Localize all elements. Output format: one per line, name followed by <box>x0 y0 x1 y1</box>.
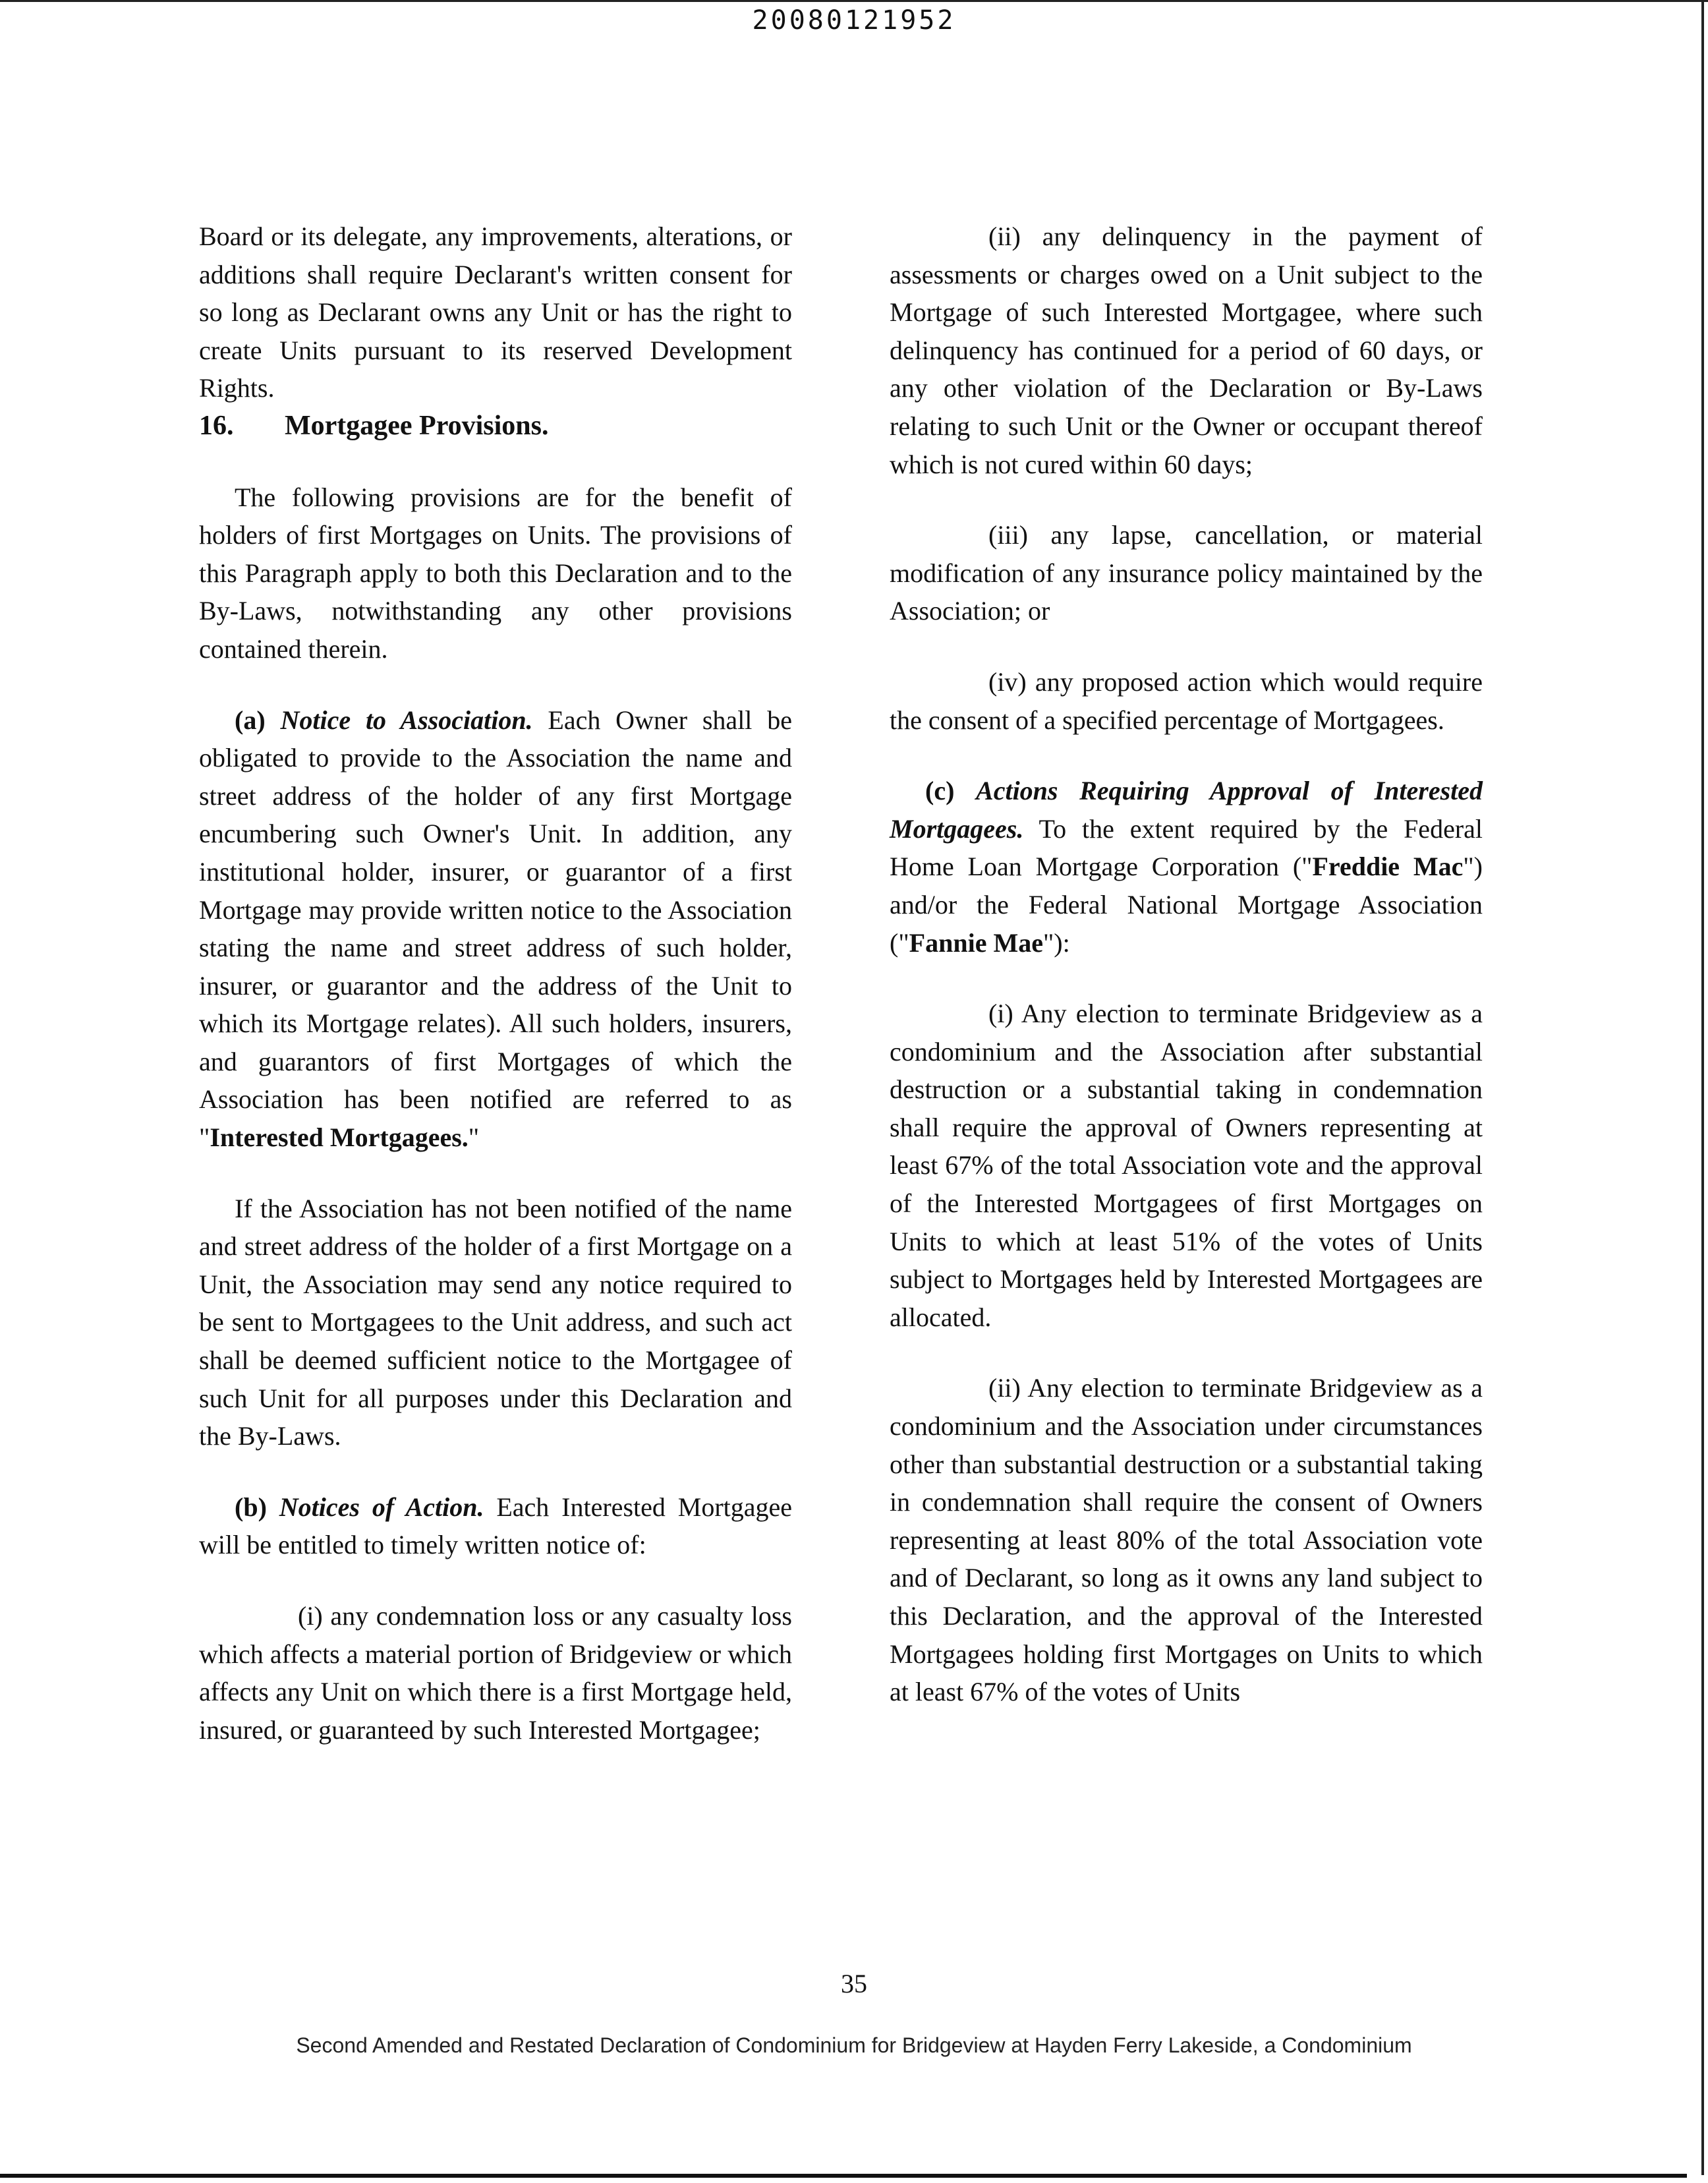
right-column <box>890 218 1483 1711</box>
subsection-a-close: " <box>468 1122 480 1153</box>
paragraph-intro: The following provisions are for the benefit of holders of first Mortgages on Units. The provisions of this Paragraph apply to both this Declaration and to the By-Laws, notwithstanding any other provisions contained therein. <box>199 482 792 664</box>
scan-edge-right <box>1701 0 1704 2175</box>
subsection-a <box>199 701 792 1157</box>
subsection-a-label: (a) <box>235 705 266 735</box>
scan-edge-top <box>0 0 1708 2</box>
subsection-c-label: (c) <box>925 776 955 806</box>
subsection-b <box>199 1488 792 1564</box>
subsection-b-title: Notices of Action. <box>279 1492 484 1522</box>
subsection-c <box>890 772 1483 962</box>
item-b-iii: (iii) any lapse, cancellation, or material modification of any insurance policy maintained by the Association; or <box>890 520 1483 626</box>
term-fannie-mae: Fannie Mae <box>909 927 1043 958</box>
section-title: Mortgagee Provisions <box>285 410 542 441</box>
subsection-a-text: Each Owner shall be obligated to provide to the Association the name and street address of the holder of any first Mortgage encumbering such Owner's Unit. In addition, any institutional holder, insurer, or guarantor of a first Mortgage may provide written notice to the Association stating the name and street address of such holder, insurer, or guarantor and the address of the Unit to which its Mortgage relates). All such holders, insurers, and guarantors of first Mortgages of which the Association has been notified are referred to as " <box>199 705 793 1153</box>
defined-term-interested-mortgagees: Interested Mortgagees. <box>210 1122 469 1153</box>
item-b-ii: (ii) any delinquency in the payment of assessments or charges owed on a Unit subject to the Mortgage of such Interested Mortgagee, where such delinquency has continued for a period of 60 days, or any other violation of the Declaration or By-Laws relating to such Unit or the Owner or occupant thereof which is not cured within 60 days; <box>890 221 1483 479</box>
document-footer: Second Amended and Restated Declaration of Condominium for Bridgeview at Hayden Ferry Lakeside, a Condominium <box>296 2033 1412 2057</box>
item-b-i: (i) any condemnation loss or any casualty loss which affects a material portion of Bridgeview or which affects any Unit on which there is a first Mortgage held, insured, or guaranteed by such Interested Mortgagee; <box>199 1601 792 1745</box>
subsection-c-text-2: ") and/or the Federal National Mortgage Association (" <box>890 852 1483 958</box>
item-c-i: (i) Any election to terminate Bridgeview as a condominium and the Association after substantial destruction or a substantial taking in condemnation shall require the approval of Owners representing at least 67% of the total Association vote and the approval of the Interested Mortgagees of first Mortgages on Units to which at least 51% of the votes of Units subject to Mortgages held by Interested Mortgagees are allocated. <box>890 999 1483 1332</box>
paragraph-not-notified: If the Association has not been notified of the name and street address of the holder of a first Mortgage on a Unit, the Association may send any notice required to be sent to Mortgagees to the Unit address, and such act shall be deemed sufficient notice to the Mortgagee of such Unit for all purposes under this Declaration and the By-Laws. <box>199 1193 792 1451</box>
subsection-c-text-1: To the extent required by the Federal Home Loan Mortgage Corporation (" <box>890 813 1483 882</box>
subsection-b-label: (b) <box>235 1492 267 1522</box>
subsection-a-title: Notice to Association. <box>280 705 533 735</box>
term-freddie-mac: Freddie Mac <box>1312 852 1464 882</box>
subsection-b-text: Each Interested Mortgagee will be entitled to timely written notice of: <box>199 1492 793 1560</box>
section-number: 16. <box>199 410 234 441</box>
left-column <box>199 218 792 1749</box>
subsection-c-text-3: "): <box>1042 927 1070 958</box>
item-c-ii: (ii) Any election to terminate Bridgeview as a condominium and the Association under circumstances other than substantial destruction or a substantial taking in condemnation shall require the consent of Owners representing at least 80% of the total Association vote and of Declarant, so long as it owns any land subject to this Declaration, and the approval of the Interested Mortgagees holding first Mortgages on Units to which at least 67% of the votes of Units <box>890 1373 1483 1707</box>
document-id-stamp: 20080121952 <box>752 5 956 36</box>
subsection-c-title: Actions Requiring Approval of Interested Mortgagees. <box>890 776 1483 844</box>
page-number: 35 <box>841 1969 867 1998</box>
item-b-iv: (iv) any proposed action which would require the consent of a specified percentage of Mortgagees. <box>890 666 1483 735</box>
paragraph-continuation: Board or its delegate, any improvements, alterations, or additions shall require Declarant's written consent for so long as Declarant owns any Unit or has the right to create Units pursuant to its reserved Development Rights. <box>199 221 792 403</box>
scan-edge-bottom <box>0 2174 1687 2178</box>
section-heading: 16. Mortgagee Provisions. <box>199 407 792 446</box>
